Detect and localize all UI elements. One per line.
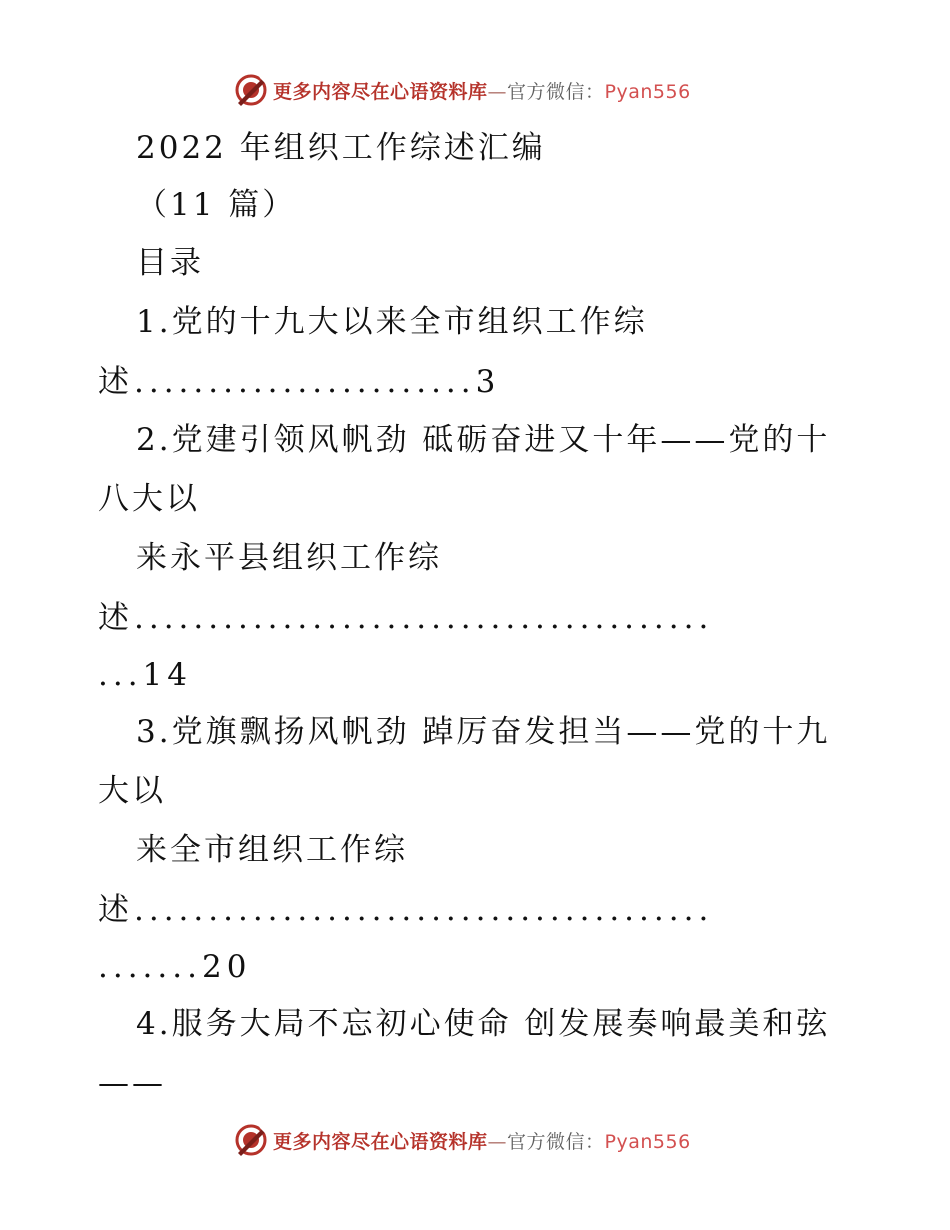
toc-entry-4-title-cont: —— — [98, 1065, 166, 1101]
toc-entry-1-title: 1.党的十九大以来全市组织工作综 — [136, 304, 648, 340]
toc-entry-4-title: 4.服务大局不忘初心使命 创发展奏响最美和弦 — [136, 1006, 831, 1042]
watermark-bottom — [234, 1120, 734, 1160]
toc-entry-3-page: .......20 — [98, 949, 252, 985]
toc-entry-3-title-cont2: 来全市组织工作综 — [136, 832, 408, 868]
document-title: 2022 年组织工作综述汇编 — [136, 130, 546, 166]
watermark-text: 更多内容尽在心语资料库—官方微信：Pyan556 — [273, 80, 691, 103]
pen-logo-icon — [234, 1123, 268, 1157]
toc-entry-2-title-cont: 八大以 — [98, 481, 200, 517]
toc-entry-3-title-cont: 大以 — [98, 773, 166, 809]
pen-logo-icon — [234, 73, 268, 107]
watermark-text: 更多内容尽在心语资料库—官方微信：Pyan556 — [273, 1130, 691, 1153]
toc-entry-2-page: ...14 — [98, 657, 193, 693]
toc-entry-2-title: 2.党建引领风帆劲 砥砺奋进又十年——党的十 — [136, 422, 831, 458]
toc-entry-3-title: 3.党旗飘扬风帆劲 踔厉奋发担当——党的十九 — [136, 714, 831, 750]
toc-entry-2-title-cont2: 来永平县组织工作综 — [136, 540, 442, 576]
document-count: （11 篇） — [136, 187, 297, 223]
watermark-top — [234, 70, 734, 110]
toc-heading: 目录 — [136, 245, 204, 281]
toc-entry-1-page: 述.......................3 — [98, 364, 501, 400]
toc-entry-3-leader: 述....................................... — [98, 892, 714, 928]
toc-entry-2-leader: 述....................................... — [98, 600, 714, 636]
